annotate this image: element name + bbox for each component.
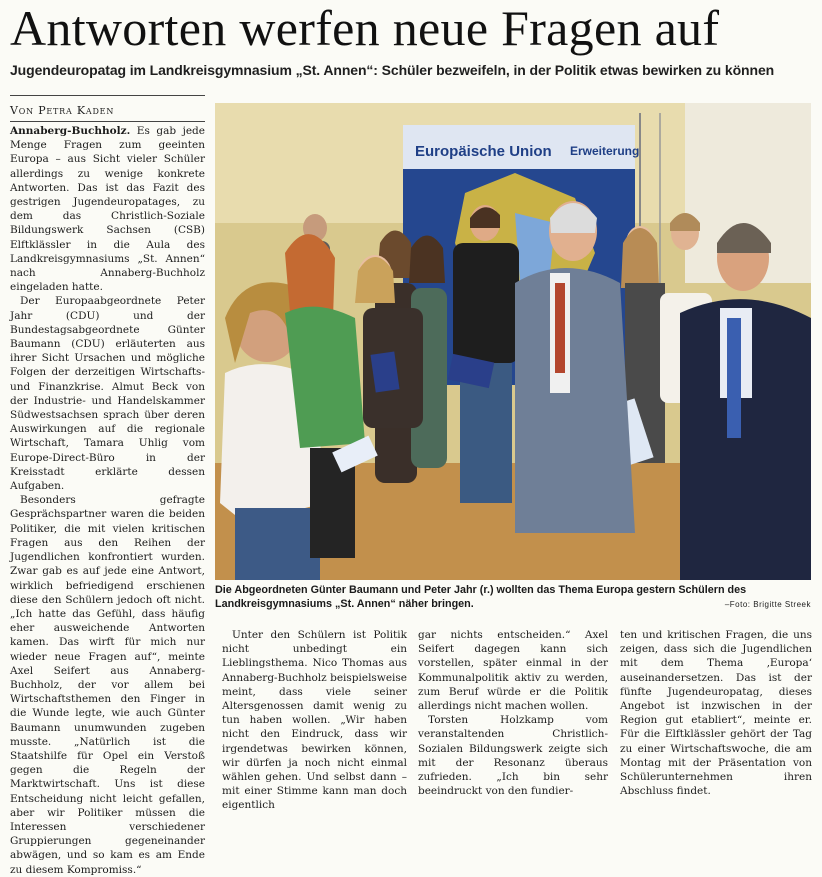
article-paragraph: ten und kritischen Fragen, die uns zeigen, dass sich die Jugendlichen mit dem Thema ‚Europa‘ auseinandersetzen. Das ist der fünfte Jugendeuropatag, dieses Angebot ist inzwischen in der Region gut etabliert“, meinte er. Für die Elftklässler gehört der Tag zu einer Wirtschaftswoche, die am Montag mit der Präsentation von Schülerunternehmen ihren Abschluss findet. xyxy=(620,629,812,798)
press-photo xyxy=(215,103,811,580)
people-group xyxy=(220,201,811,580)
divider xyxy=(10,95,205,96)
byline: Von Petra Kaden xyxy=(10,104,115,117)
dateline: Annaberg-Buchholz. xyxy=(10,125,131,137)
article-paragraph: Unter den Schülern ist Politik nicht unbedingt ein Lieblingsthema. Nico Thomas aus Annaberg-Buchholz beispielsweise meint, dass viele seiner Altersgenossen damit wenig zu tun haben wollen. „Wir haben nicht den Eindruck, dass wir irgendetwas bewirken können, wir dürfen ja noch nicht einmal wählen gehen. Und selbst dann – mit einer Stimme kann man doch eigentlich xyxy=(222,629,407,812)
banner-subtitle: Erweiterung xyxy=(570,144,640,158)
article-paragraph: Annaberg-Buchholz. Es gab jede Menge Fragen zum geeinten Europa – aus Sicht vieler Schüler allerdings zu wenige konkrete Antworten. Das ist das Fazit des gestrigen Jugendeuropatages, zu dem das Christlich-Soziale Bildungswerk Sachsen (CSB) Elftklässler in die Aula des Landkreisgymnasiums „St. Annen“ nach Annaberg-Buchholz eingeladen hatte. xyxy=(10,125,205,294)
article-paragraph: Torsten Holzkamp vom veranstaltenden Christlich-Sozialen Bildungswerk zeigte sich mit der Resonanz überaus zufrieden. „Ich bin sehr beeindruckt von den fundier- xyxy=(418,714,608,798)
headline: Antworten werfen neue Fragen auf xyxy=(10,0,720,56)
article-column-3 xyxy=(418,628,608,798)
banner-title: Europäische Union xyxy=(415,143,552,160)
photo-credit: –Foto: Brigitte Streek xyxy=(724,600,811,609)
photo-caption: Die Abgeordneten Günter Baumann und Peter Jahr (r.) wollten das Thema Europa gestern Schülern des Landkreisgymnasiums „St. Annen“ näher bringen. xyxy=(215,584,747,610)
divider xyxy=(10,121,205,122)
article-column-4 xyxy=(620,628,812,798)
article-column-2 xyxy=(222,628,407,812)
subheadline: Jugendeuropatag im Landkreisgymnasium „St. Annen“: Schüler bezweifeln, in der Politik etwas bewirken zu können xyxy=(10,62,775,78)
article-paragraph: Der Europaabgeordnete Peter Jahr (CDU) und der Bundestagsabgeordnete Günter Baumann (CDU) erläuterten aus ihrer Sicht Ursachen und mögliche Folgen der derzeitigen Wirtschafts- und Finanzkrise. Almut Beck von der Industrie- und Handelskammer Südwestsachsen sprach über deren Auswirkungen auf die regionale Wirtschaft, Tamara Uhlig vom Europe-Direct-Büro in der Kreisstadt erklärte dessen Aufgaben. xyxy=(10,295,205,493)
article-column-1 xyxy=(10,124,205,876)
article-paragraph: gar nichts entscheiden.“ Axel Seifert dagegen kann sich vorstellen, später einmal in der Kommunalpolitik aktiv zu werden, zum Beruf würde er die Politik allerdings nicht machen wollen. xyxy=(418,629,608,713)
article-paragraph: Besonders gefragte Gesprächspartner waren die beiden Politiker, die mit vielen kritischen Fragen aus den Reihen der Jugendlichen konfrontiert wurden. Zwar gab es auf jede eine Antwort, wirklich befriedigend erschienen diese den Schülern jedoch oft nicht. „Ich hatte das Gefühl, dass häufig eher ausweichende Antworten kamen. Das wirft für mich nur wieder neue Fragen auf“, meinte Axel Seifert aus Annaberg-Buchholz, der vor allem bei Wirtschaftsthemen den Finger in die Wunde legte, wie auch Günter Baumann unumwunden zugeben musste. „Natürlich ist die Staatshilfe für Opel ein Verstoß gegen die Regeln der Marktwirtschaft. Uns ist diese Entscheidung nicht leicht gefallen, aber wir Politiker müssen die Interessen verschiedener Gruppierungen gegeneinander abwägen, und so kam es am Ende zu diesem Kompromiss.“ xyxy=(10,494,205,876)
